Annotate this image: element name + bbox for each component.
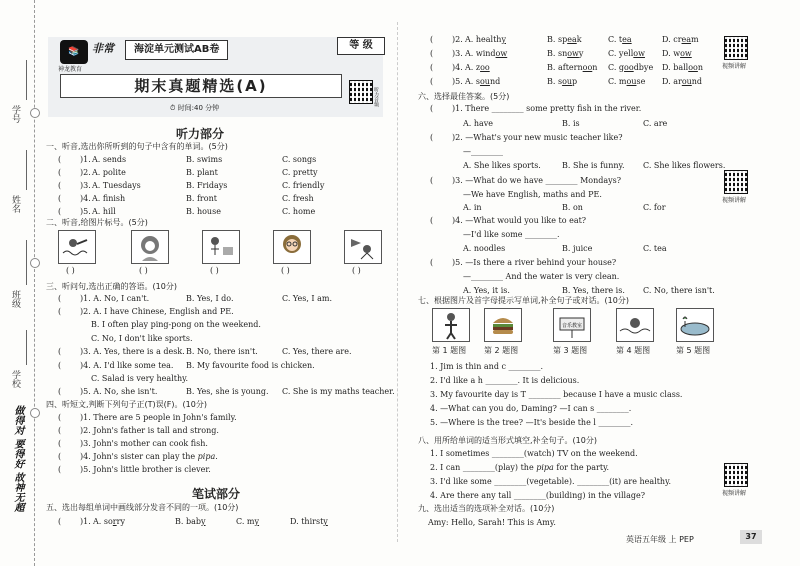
option-a: A. sends: [92, 155, 127, 164]
fill-in-line[interactable]: [430, 491, 645, 501]
page-title: 期末真题精选(A): [60, 74, 342, 98]
fill-in-line[interactable]: 2. I'd like a h ________. It is delicious.: [430, 376, 580, 385]
line-text: for the party.: [553, 463, 610, 472]
option-b: [547, 77, 577, 87]
answer-paren[interactable]: (: [58, 426, 62, 435]
option-b: B. plant: [186, 168, 218, 177]
option-d: [662, 35, 699, 45]
statement-line: [80, 413, 237, 423]
option-b: B. Fridays: [186, 181, 228, 190]
option-text: B. bab: [175, 517, 201, 526]
question-line: )4. A. I'd like some tea.: [80, 361, 174, 370]
student-id-label: 学号: [10, 105, 20, 123]
qr-code-label: 视频讲解: [722, 197, 747, 204]
school-label: 学校: [10, 370, 20, 388]
option-text: y: [578, 49, 584, 58]
class-label: 班级: [10, 290, 20, 308]
qr-code-icon[interactable]: [349, 80, 373, 104]
option-text: C. m: [608, 77, 627, 86]
option-text: D. cr: [662, 35, 682, 44]
option-b: B. swims: [186, 155, 223, 164]
picture-caption: 第 1 题图: [432, 346, 467, 355]
fill-in-line[interactable]: [430, 463, 609, 473]
answer-paren[interactable]: (: [430, 104, 434, 113]
answer-paren[interactable]: (: [58, 452, 62, 461]
statement-end: .: [215, 452, 218, 461]
question-line: )5. —Is there a river behind your house?: [452, 258, 617, 267]
fill-in-line[interactable]: [430, 449, 638, 459]
answer-paren[interactable]: (: [58, 439, 62, 448]
option-c: [608, 35, 632, 45]
underlined-letters: ou: [479, 77, 490, 86]
answer-paren[interactable]: (: [430, 176, 434, 185]
underlined-letters: oo: [582, 63, 593, 72]
option-b: [547, 49, 583, 59]
option-text: A. s: [465, 77, 480, 86]
dialogue-line: —________ And the water is very clean.: [463, 272, 620, 281]
option-c: [608, 49, 645, 59]
option-c: C. No, there isn't.: [643, 286, 715, 295]
footer-text: 英语五年级 上 PEP: [626, 535, 694, 544]
question-line: )3. A. Yes, there is a desk.: [80, 347, 185, 356]
section-3-heading: 三、听问句,选出正确的答语。(10分): [46, 282, 177, 291]
binding-hole: [30, 408, 40, 418]
answer-paren[interactable]: (: [58, 361, 62, 370]
option-text: nd: [691, 77, 703, 86]
line-text: 4. Are there any tall ________(building) in the village?: [430, 491, 646, 500]
binding-hole: [30, 108, 40, 118]
section-9-heading: 九、选出适当的选项补全对话。(10分): [418, 504, 555, 513]
dialogue-line: Amy: Hello, Sarah! This is Amy.: [428, 518, 556, 527]
picture-answer-blank[interactable]: ( ): [281, 266, 290, 275]
qr-side-label: 听力音频: [373, 87, 379, 107]
option-a: A. in: [463, 203, 482, 212]
option-text: A. wind: [465, 49, 496, 58]
question-number: )4.: [452, 63, 463, 72]
option-c: C. home: [282, 207, 316, 216]
underlined-letters: ea: [681, 35, 692, 44]
question-number: )1.: [80, 517, 91, 526]
answer-paren[interactable]: (: [58, 168, 62, 177]
option-text: n: [592, 63, 598, 72]
qr-code-label: 视频讲解: [722, 490, 747, 497]
option-c: C. songs: [282, 155, 317, 164]
option-a: A. noodles: [463, 244, 506, 253]
logo-icon: 📚: [60, 40, 88, 64]
answer-paren[interactable]: (: [58, 465, 62, 474]
question-line: C. No, I don't like sports.: [91, 334, 193, 343]
option-c: C. She likes flowers.: [643, 161, 726, 170]
underlined-letters: ou: [681, 77, 692, 86]
picture-caption: 第 2 题图: [484, 346, 519, 355]
underlined-letters: ea: [567, 35, 577, 44]
class-line: [26, 240, 27, 285]
option-text: D. w: [662, 49, 681, 58]
option-b: B. juice: [562, 244, 593, 253]
picture-swimming-kid: [616, 308, 654, 342]
answer-paren[interactable]: (: [58, 155, 62, 164]
option-text: p: [572, 77, 578, 86]
option-a: A. have: [463, 119, 494, 128]
underlined-letters: ow: [495, 49, 508, 58]
statement-text: )4. John's sister can play the: [80, 452, 196, 461]
underlined-letters: oo: [688, 63, 698, 72]
option-b: [547, 35, 582, 45]
underlined-letters: oo: [624, 63, 634, 72]
option-b: B. Yes, she is young.: [186, 387, 269, 396]
qr-code-icon[interactable]: [724, 463, 748, 487]
underlined-letters: oo: [480, 63, 490, 72]
option-c: C. She is my maths teacher.: [282, 387, 395, 396]
picture-caption: 第 4 题图: [616, 346, 651, 355]
picture-caption: 第 3 题图: [553, 346, 588, 355]
picture-woman-glasses: [273, 230, 311, 264]
answer-paren[interactable]: (: [430, 216, 434, 225]
option-c: C. fresh: [282, 194, 314, 203]
underlined-letters: ea: [622, 35, 632, 44]
option-text: D. ar: [662, 77, 682, 86]
option-c: C. tea: [643, 244, 667, 253]
option-text: A. z: [465, 63, 481, 72]
dialogue-line: —We have English, maths and PE.: [463, 190, 602, 199]
question-line: )3. —What do we have ________ Mondays?: [452, 176, 622, 185]
option-text: A. health: [465, 35, 502, 44]
option-text: ry: [116, 517, 125, 526]
question-number: )4.: [80, 194, 91, 203]
option-b: B. She is funny.: [562, 161, 625, 170]
option-b: B. house: [186, 207, 221, 216]
section-4-heading: 四、听短文,判断下列句子正(T)误(F)。(10分): [46, 400, 207, 409]
underlined-letters: ou: [626, 77, 637, 86]
option-a: A. She likes sports.: [463, 161, 541, 170]
section-8-heading: 八、用所给单词的适当形式填空,补全句子。(10分): [418, 436, 597, 445]
question-line: )5. A. No, she isn't.: [80, 387, 158, 396]
picture-answer-blank[interactable]: ( ): [352, 266, 361, 275]
underlined-letters: y: [323, 517, 328, 526]
answer-paren[interactable]: (: [430, 49, 434, 58]
school-line: [26, 330, 27, 365]
underlined-letters: ou: [562, 77, 573, 86]
answer-paren[interactable]: (: [58, 347, 62, 356]
grade-box: 等 级: [337, 37, 385, 55]
fill-in-line[interactable]: 3. My favourite day is T ________ because I have a music class.: [430, 390, 683, 399]
option-a: A. finish: [92, 194, 126, 203]
question-number: )2.: [80, 168, 91, 177]
question-number: )3.: [452, 49, 463, 58]
option-a: A. hill: [92, 207, 116, 216]
option-b: B. Yes, I do.: [186, 294, 234, 303]
option-text: B. s: [547, 77, 563, 86]
page-fold: [397, 22, 399, 542]
statement-line: [80, 439, 208, 449]
binding-hole: [30, 258, 40, 268]
option-c: C. are: [643, 119, 668, 128]
option-b: B. on: [562, 203, 583, 212]
question-number: )1.: [80, 155, 91, 164]
option-b: [175, 517, 206, 527]
statement-text: )2. John's father is tall and strong.: [80, 426, 219, 435]
underlined-letters: y: [254, 517, 260, 526]
line-text: 3. I'd like some ________(vegetable). ________(it) are healthy.: [430, 477, 672, 486]
written-part-title: 笔试部分: [192, 487, 241, 501]
picture-music-room-sign: [553, 308, 591, 342]
name-line: [26, 150, 27, 190]
question-number: )3.: [80, 181, 91, 190]
picture-answer-blank[interactable]: ( ): [66, 266, 75, 275]
option-a: A. polite: [92, 168, 126, 177]
option-d: [662, 77, 702, 87]
picture-answer-blank[interactable]: ( ): [139, 266, 148, 275]
exam-time: ⏱ 时间:40 分钟: [170, 104, 220, 112]
answer-paren[interactable]: (: [430, 258, 434, 267]
picture-swimming: [58, 230, 96, 264]
underlined-letters: ow: [567, 49, 579, 58]
statement-text: )5. John's little brother is clever.: [80, 465, 211, 474]
option-text: C. g: [608, 63, 625, 72]
option-text: nd: [489, 77, 501, 86]
answer-paren[interactable]: (: [58, 294, 62, 303]
fill-in-line[interactable]: 4. —What can you do, Daming? —I can s ________.: [430, 404, 632, 413]
answer-paren[interactable]: (: [430, 35, 434, 44]
option-text: B. aftern: [547, 63, 583, 72]
question-line: C. Salad is very healthy.: [91, 374, 189, 383]
question-line: )2. —What's your new music teacher like?: [452, 133, 623, 142]
option-b: B. No, there isn't.: [186, 347, 258, 356]
picture-caption: 第 5 题图: [676, 346, 711, 355]
option-c: [608, 77, 645, 87]
option-a: [93, 517, 125, 527]
music-room-sign-text: 音乐教室: [561, 323, 583, 329]
option-text: n: [697, 63, 704, 72]
underlined-letters: ow: [633, 49, 645, 58]
question-number: )5.: [80, 207, 91, 216]
line-text: 2. I can ________(play) the: [430, 463, 537, 472]
picture-flying: [344, 230, 382, 264]
option-text: B. sp: [547, 35, 568, 44]
fill-in-line[interactable]: 1. Jim is thin and c ________.: [430, 362, 544, 371]
question-line: )1. A. No, I can't.: [80, 294, 150, 303]
option-text: B. sn: [547, 49, 568, 58]
binding-margin: [0, 0, 35, 566]
answer-paren[interactable]: (: [58, 307, 62, 316]
question-line: B. I often play ping-pong on the weekend.: [91, 320, 261, 329]
option-c: C. friendly: [282, 181, 325, 190]
italic-word: pipa: [536, 463, 554, 472]
answer-paren[interactable]: (: [58, 387, 62, 396]
name-label: 姓名: [10, 195, 20, 213]
option-a: A. Tuesdays: [92, 181, 141, 190]
answer-paren[interactable]: (: [58, 207, 62, 216]
section-2-heading: 二、听音,给图片标号。(5分): [46, 218, 148, 227]
picture-lake: [676, 308, 714, 342]
option-d: [662, 63, 703, 73]
margin-slogan: 做得对 要得好 故神无超: [12, 405, 23, 512]
answer-paren[interactable]: (: [58, 194, 62, 203]
option-text: D. ball: [662, 63, 689, 72]
underlined-letters: y: [501, 35, 506, 44]
option-d: [662, 49, 692, 59]
option-text: C. t: [608, 35, 623, 44]
answer-paren[interactable]: (: [430, 77, 434, 86]
picture-girl: [131, 230, 169, 264]
line-text: 1. I sometimes ________(watch) TV on the weekend.: [430, 449, 638, 458]
statement-line: [80, 426, 219, 436]
option-text: A. so: [93, 517, 113, 526]
question-number: )5.: [452, 77, 463, 86]
italic-word: pipa: [197, 452, 216, 461]
statement-text: )3. John's mother can cook fish.: [80, 439, 208, 448]
option-text: C. yell: [608, 49, 634, 58]
option-c: C. Yes, I am.: [282, 294, 333, 303]
option-text: D. thirst: [290, 517, 324, 526]
option-text: k: [576, 35, 582, 44]
underlined-letters: ow: [680, 49, 692, 58]
answer-paren[interactable]: (: [430, 63, 434, 72]
question-line: )4. —What would you like to eat?: [452, 216, 587, 225]
statement-line: [80, 465, 211, 475]
student-id-line: [26, 60, 27, 100]
section-7-heading: 七、根据图片及首字母提示写单词,补全句子或对话。(10分): [418, 296, 629, 305]
section-1-heading: 一、听音,选出你所听到的句子中含有的单词。(5分): [46, 142, 228, 151]
picture-thin-boy: [432, 308, 470, 342]
brand-name: 非常: [92, 42, 114, 55]
section-5-heading: 五、选出每组单词中画线部分发音不同的一项。(10分): [46, 503, 239, 512]
underlined-letters: r: [112, 517, 117, 526]
statement-line: [80, 452, 218, 462]
answer-paren[interactable]: (: [58, 181, 62, 190]
underlined-letters: y: [200, 517, 206, 526]
answer-paren[interactable]: (: [58, 413, 62, 422]
fill-in-line[interactable]: [430, 477, 671, 487]
listening-part-title: 听力部分: [176, 127, 225, 141]
series-title: 海淀单元测试AB卷: [125, 40, 228, 60]
qr-code-label: 视频讲解: [722, 63, 747, 70]
dialogue-line: —________: [463, 147, 503, 156]
option-text: m: [691, 35, 699, 44]
picture-music: [202, 230, 240, 264]
option-c: C. Yes, there are.: [282, 347, 352, 356]
option-a: A. Yes, it is.: [463, 286, 510, 295]
option-c: C. for: [643, 203, 666, 212]
section-6-heading: 六、选择最佳答案。(5分): [418, 92, 510, 101]
picture-hamburger: [484, 308, 522, 342]
statement-text: )1. There are 5 people in John's family.: [80, 413, 237, 422]
option-b: B. My favourite food is chicken.: [186, 361, 315, 370]
logo-caption: 神龙教育: [58, 66, 83, 73]
option-a: [465, 77, 500, 87]
option-b: [547, 63, 597, 73]
fill-in-line[interactable]: 5. —Where is the tree? —It's beside the l ________.: [430, 418, 634, 427]
answer-paren[interactable]: (: [430, 133, 434, 142]
picture-answer-blank[interactable]: ( ): [210, 266, 219, 275]
option-text: dbye: [633, 63, 654, 72]
qr-code-icon[interactable]: [724, 36, 748, 60]
option-b: B. is: [562, 119, 580, 128]
option-a: [465, 35, 506, 45]
question-number: )2.: [452, 35, 463, 44]
option-c: C. pretty: [282, 168, 318, 177]
option-b: B. Yes, there is.: [562, 286, 625, 295]
option-text: se: [636, 77, 646, 86]
page-number: 37: [740, 530, 762, 544]
question-line: )2. A. I have Chinese, English and PE.: [80, 307, 234, 316]
dialogue-line: —I'd like some ________.: [463, 230, 560, 239]
option-d: [290, 517, 328, 527]
qr-code-icon[interactable]: [724, 170, 748, 194]
option-a: [465, 63, 490, 73]
option-a: [465, 49, 507, 59]
option-c: [608, 63, 653, 73]
option-c: [236, 517, 259, 527]
answer-paren[interactable]: (: [58, 517, 62, 526]
option-b: B. front: [186, 194, 217, 203]
question-line: )1. There ________ some pretty fish in the river.: [452, 104, 642, 113]
option-text: C. m: [236, 517, 255, 526]
